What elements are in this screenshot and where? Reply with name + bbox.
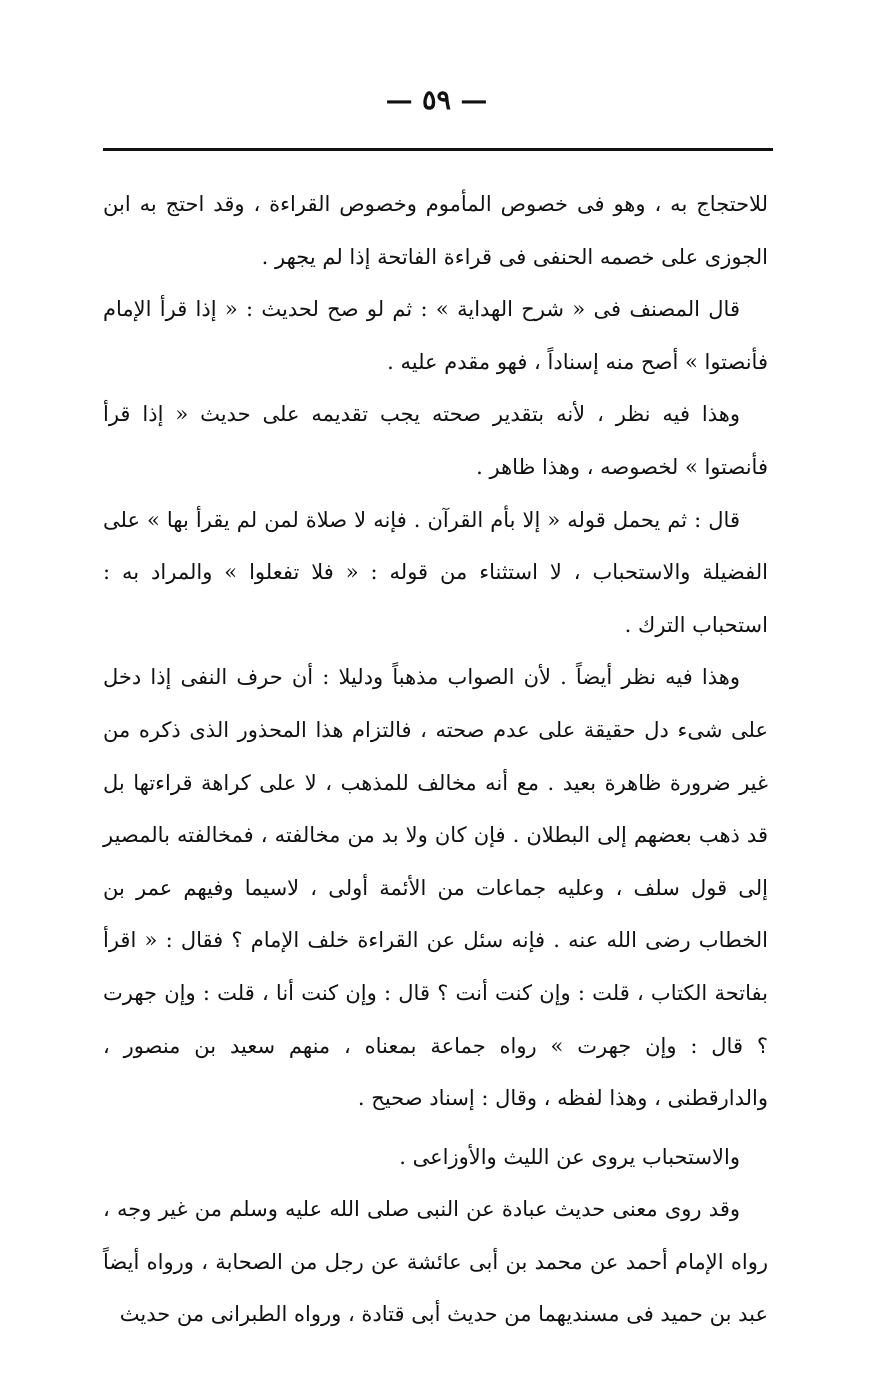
body-text <box>103 178 768 1341</box>
paragraph: وهذا فيه نظر أيضاً . لأن الصواب مذهباً ودليلا : أن حرف النفى إذا دخل على شىء دل حقيقة على عدم صحته ، فالتزام هذا المحذور الذى ذكره من غير ضرورة ظاهرة بعيد . مع أنه مخالف للمذهب ، لا على كراهة قراءتها بل قد ذهب بعضهم إلى البطلان . فإن كان ولا بد من مخالفته ، فمخالفته بالمصير إلى قول سلف ، وعليه جماعات من الأئمة أولى ، لاسيما وفيهم عمر بن الخطاب رضى الله عنه . فإنه سئل عن القراءة خلف الإمام ؟ فقال : « اقرأ بفاتحة الكتاب ، قلت : وإن كنت أنت ؟ قال : وإن كنت أنا ، قلت : وإن جهرت ؟ قال : وإن جهرت » رواه جماعة بمعناه ، منهم سعيد بن منصور ، والدارقطنى ، وهذا لفظه ، وقال : إسناد صحيح . <box>103 665 768 1111</box>
paragraph: وهذا فيه نظر ، لأنه بتقدير صحته يجب تقديمه على حديث « إذا قرأ فأنصتوا » لخصوصه ، وهذا ظاهر . <box>103 402 768 479</box>
paragraph: قال المصنف فى « شرح الهداية » : ثم لو صح لحديث : « إذا قرأ الإمام فأنصتوا » أصح منه إسناداً ، فهو مقدم عليه . <box>103 297 768 374</box>
paragraph: قال : ثم يحمل قوله « إلا بأم القرآن . فإنه لا صلاة لمن لم يقرأ بها » على الفضيلة والاستحباب ، لا استثناء من قوله : « فلا تفعلوا » والمراد به : استحباب الترك . <box>103 507 768 637</box>
paragraph: للاحتجاج به ، وهو فى خصوص المأموم وخصوص القراءة ، وقد احتج به ابن الجوزى على خصمه الحنفى فى قراءة الفاتحة إذا لم يجهر . <box>103 192 768 269</box>
paragraph: والاستحباب يروى عن الليث والأوزاعى . <box>399 1144 740 1169</box>
header-rule <box>103 148 773 151</box>
page-number: — ٥٩ — <box>385 85 488 116</box>
paragraph: وقد روى معنى حديث عبادة عن النبى صلى الله عليه وسلم من غير وجه ، رواه الإمام أحمد عن محمد بن أبى عائشة عن رجل من الصحابة ، ورواه أيضاً عبد بن حميد فى مسنديهما من حديث أبى قتادة ، ورواه الطبرانى من حديث <box>103 1197 768 1327</box>
